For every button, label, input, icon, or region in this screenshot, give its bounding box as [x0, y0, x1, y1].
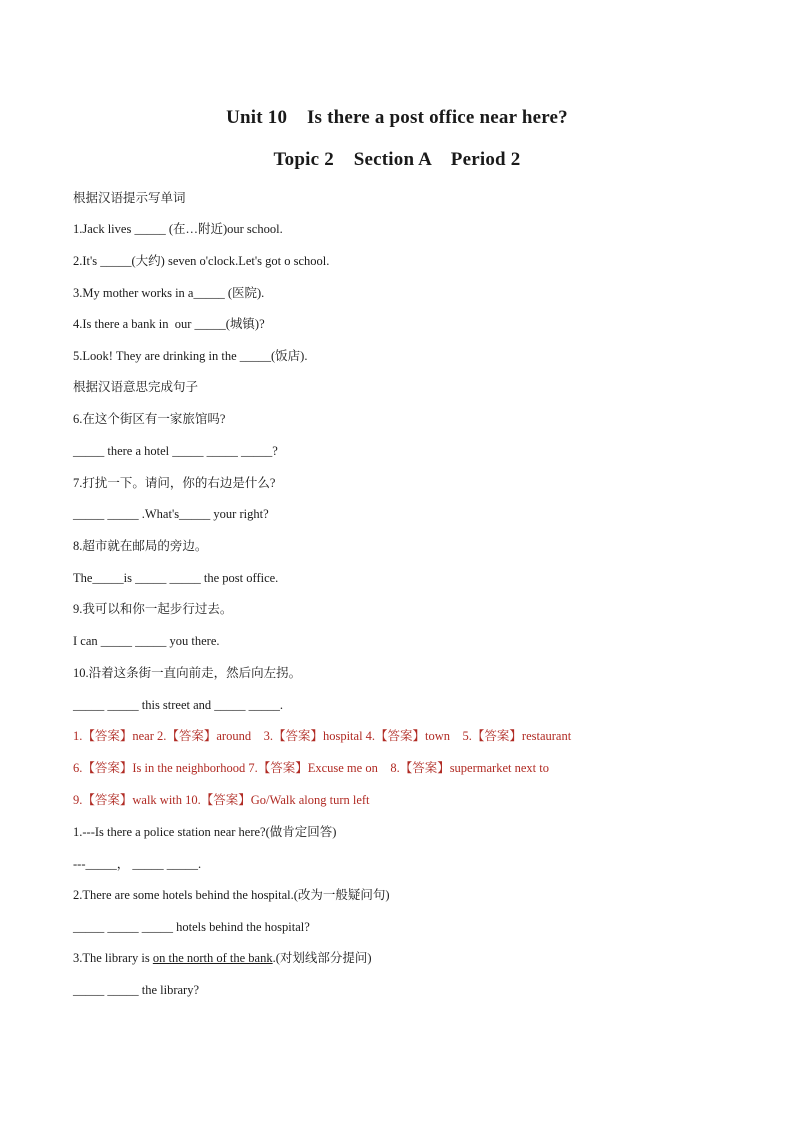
- rewrite-question-3-blanks: _____ _____ the library?: [73, 983, 200, 997]
- section-heading: 根据汉语提示写单词: [73, 191, 186, 205]
- answer-line: 1.【答案】near 2.【答案】around 3.【答案】hospital 4.【答案】town 5.【答案】restaurant: [73, 729, 572, 743]
- rewrite-question-1: 1.---Is there a police station near here?(做肯定回答): [73, 825, 337, 839]
- question-1: 1.Jack lives _____ (在…附近)our school.: [73, 222, 283, 236]
- unit-title: Unit 10 Is there a post office near here?: [226, 107, 568, 128]
- rewrite-question-3: [73, 950, 372, 966]
- q3-start: 3.The library is: [73, 951, 153, 965]
- section-subtitle: Topic 2 Section A Period 2: [273, 149, 521, 170]
- question-6-blanks: _____ there a hotel _____ _____ _____?: [73, 444, 278, 458]
- answer-line: 6.【答案】Is in the neighborhood 7.【答案】Excuse me on 8.【答案】supermarket next to: [73, 761, 549, 775]
- section-heading: 根据汉语意思完成句子: [73, 380, 199, 394]
- question-7-prompt: 7.打扰一下。请问，你的右边是什么?: [73, 476, 276, 490]
- question-4: 4.Is there a bank in our _____(城镇)?: [73, 317, 265, 331]
- rewrite-question-2-blanks: _____ _____ _____ hotels behind the hospital?: [73, 920, 310, 934]
- q3-end: .(对划线部分提问): [272, 951, 372, 965]
- question-9-prompt: 9.我可以和你一起步行过去。: [73, 602, 233, 616]
- rewrite-question-1-blanks: ---_____， _____ _____.: [73, 857, 202, 871]
- question-3: 3.My mother works in a_____ (医院).: [73, 286, 265, 300]
- question-8-blanks: The_____is _____ _____ the post office.: [73, 571, 279, 585]
- question-2: 2.It's _____(大约) seven o'clock.Let's got o school.: [73, 254, 330, 268]
- rewrite-question-2: 2.There are some hotels behind the hospital.(改为一般疑问句): [73, 888, 390, 902]
- question-10-blanks: _____ _____ this street and _____ _____.: [73, 698, 284, 712]
- answer-line: 9.【答案】walk with 10.【答案】Go/Walk along turn left: [73, 793, 370, 807]
- question-6-prompt: 6.在这个街区有一家旅馆吗?: [73, 412, 226, 426]
- question-9-blanks: I can _____ _____ you there.: [73, 634, 220, 648]
- question-10-prompt: 10.沿着这条街一直向前走，然后向左拐。: [73, 666, 302, 680]
- question-7-blanks: _____ _____ .What's_____ your right?: [73, 507, 269, 521]
- question-5: 5.Look! They are drinking in the _____(饭店).: [73, 349, 308, 363]
- q3-underlined-phrase: on the north of the bank: [152, 951, 273, 965]
- question-8-prompt: 8.超市就在邮局的旁边。: [73, 539, 208, 553]
